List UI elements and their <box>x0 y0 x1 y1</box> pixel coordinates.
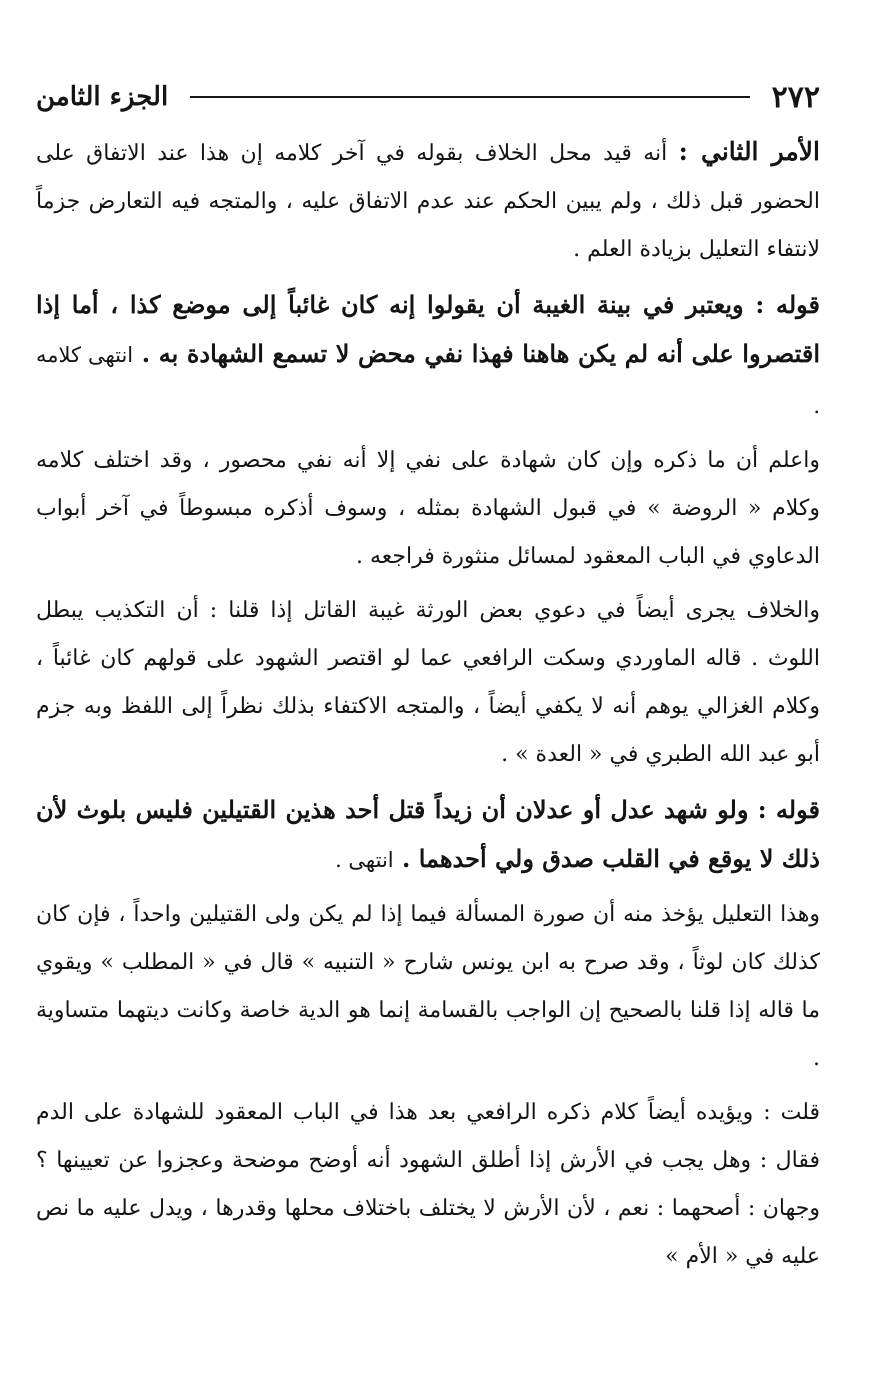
paragraph-lead: الأمر الثاني : <box>678 137 820 166</box>
quote-text: قوله : ويعتبر في بينة الغيبة أن يقولوا إنه كان غائباً إلى موضع كذا ، أما إذا اقتصروا على أنه لم يكن هاهنا فهذا نفي محض لا تسمع الشهادة به . <box>36 290 820 368</box>
page-body <box>36 128 820 1287</box>
paragraph-reasoning <box>36 891 820 1083</box>
running-title: الجزء الثامن <box>36 82 169 112</box>
quote-heading-absence <box>36 280 820 431</box>
quote-end-note: انتهى . <box>335 848 394 872</box>
paragraph-second-matter <box>36 128 820 274</box>
page-number: ٢٧٢ <box>771 79 820 115</box>
paragraph-commentary <box>36 437 820 581</box>
quote-text: قوله : ولو شهد عدل أو عدلان أن زيداً قتل أحد هذين القتيلين فليس بلوث لأن ذلك لا يوقع في القلب صدق ولي أحدهما . <box>36 795 820 873</box>
quote-heading-witnesses <box>36 785 820 885</box>
paragraph-disagreement <box>36 587 820 779</box>
paragraph-text: أنه قيد محل الخلاف بقوله في آخر كلامه إن هذا عند الاتفاق على الحضور قبل ذلك ، ولم يبين الحكم عند عدم الاتفاق عليه ، والمتجه فيه التعارض جزماً لانتفاء التعليل بزيادة العلم . <box>36 141 820 262</box>
paragraph-text: وهذا التعليل يؤخذ منه أن صورة المسألة فيما إذا لم يكن ولى القتيلين واحداً ، فإن كان كذلك كان لوثاً ، وقد صرح به ابن يونس شارح « التنبيه » قال في « المطلب » ويقوي ما قاله إذا قلنا بالصحيح إن الواجب بالقسامة إنما هو الدية خاصة وكانت ديتهما متساوية . <box>36 902 820 1071</box>
header-rule <box>190 96 749 98</box>
paragraph-text: والخلاف يجرى أيضاً في دعوي بعض الورثة غيبة القاتل إذا قلنا : أن التكذيب يبطل اللوث . قاله الماوردي وسكت الرافعي عما لو اقتصر الشهود على قولهم كان غائباً ، وكلام الغزالي يوهم أنه لا يكفي أيضاً ، والمتجه الاكتفاء بذلك نظراً إلى اللفظ وبه جزم أبو عبد الله الطبري في « العدة » . <box>36 598 820 767</box>
paragraph-text: واعلم أن ما ذكره وإن كان شهادة على نفي إلا أنه نفي محصور ، وقد اختلف كلامه وكلام « الروضة » في قبول الشهادة بمثله ، وسوف أذكره مبسوطاً في آخر أبواب الدعاوي في الباب المعقود لمسائل منثورة فراجعه . <box>36 448 820 569</box>
page-header <box>36 76 820 118</box>
quote-end-note: انتهى كلامه . <box>36 343 820 418</box>
paragraph-text: قلت : ويؤيده أيضاً كلام ذكره الرافعي بعد هذا في الباب المعقود للشهادة على الدم فقال : وهل يجب في الأرش إذا أطلق الشهود أنه أوضح موضحة وعجزوا عن تعيينها ؟ وجهان : أصحهما : نعم ، لأن الأرش لا يختلف باختلاف محلها وقدرها ، ويدل عليه ما نص عليه في « الأم » <box>36 1100 820 1269</box>
paragraph-support <box>36 1089 820 1281</box>
